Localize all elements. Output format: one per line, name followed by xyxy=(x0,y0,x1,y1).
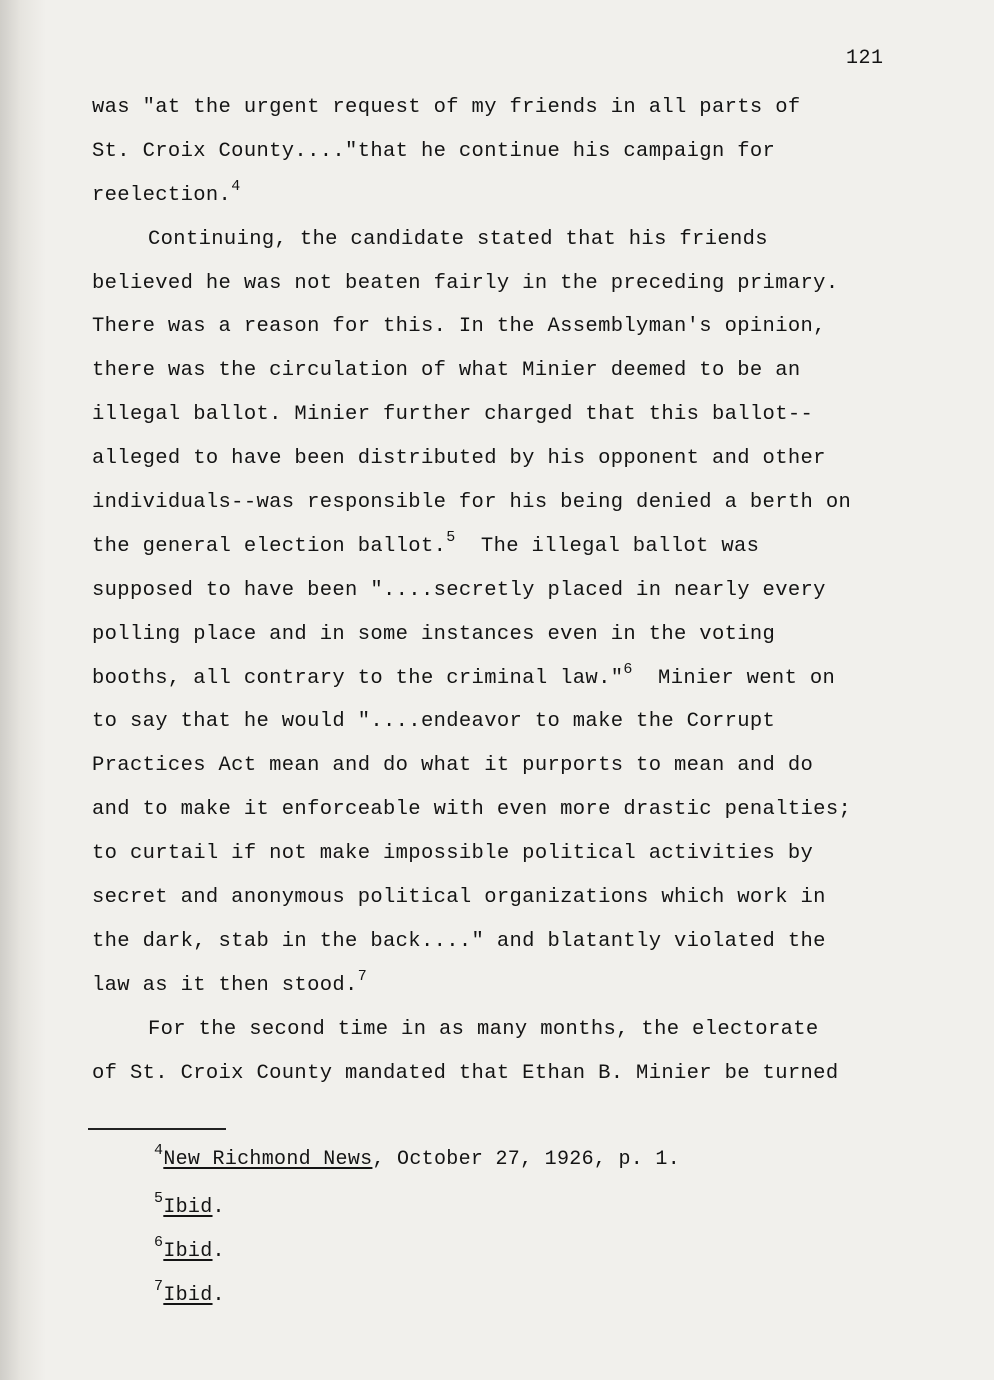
footnote-citation: . xyxy=(212,1284,225,1307)
text-line: For the second time in as many months, the electorate xyxy=(148,1017,819,1041)
footnote-citation: . xyxy=(212,1196,225,1219)
text-line: and to make it enforceable with even more drastic penalties; xyxy=(92,798,852,822)
text-line xyxy=(92,525,892,569)
footnote-ref: 7 xyxy=(357,967,368,985)
footnote-source: Ibid xyxy=(163,1196,213,1219)
text-line: alleged to have been distributed by his opponent and other xyxy=(92,447,826,471)
text-line: secret and anonymous political organizations which work in xyxy=(92,886,826,910)
text-line: was "at the urgent request of my friends in all parts of xyxy=(92,96,801,119)
text-line: believed he was not beaten fairly in the preceding primary. xyxy=(92,271,839,295)
text-line: Practices Act mean and do what it purports to mean and do xyxy=(92,754,814,778)
footnote-ref: 4 xyxy=(231,177,241,195)
text-line: Continuing, the candidate stated that his friends xyxy=(148,227,768,251)
footnote-citation: . xyxy=(212,1240,225,1263)
text-line xyxy=(92,964,892,1008)
footnote-number: 6 xyxy=(154,1234,164,1251)
page-number: 121 xyxy=(846,47,884,70)
footnote-number: 5 xyxy=(154,1190,164,1207)
text-line: there was the circulation of what Minier deemed to be an xyxy=(92,359,801,383)
text-fragment: Minier went on xyxy=(632,666,836,690)
body-text xyxy=(92,86,892,1095)
text-fragment: law as it then stood. xyxy=(92,973,358,997)
footnote xyxy=(154,1190,225,1219)
footnote-number: 7 xyxy=(154,1278,164,1295)
text-line: to curtail if not make impossible political activities by xyxy=(92,842,814,866)
footnote-citation: , October 27, 1926, p. 1. xyxy=(372,1148,681,1171)
text-line: There was a reason for this. In the Assemblyman's opinion, xyxy=(92,315,826,339)
text-line: of St. Croix County mandated that Ethan B. Minier be turned xyxy=(92,1061,839,1085)
text-line xyxy=(92,174,892,218)
footnote-source: Ibid xyxy=(163,1284,213,1307)
footnote xyxy=(154,1234,225,1263)
footnote-ref: 5 xyxy=(446,528,456,546)
footnote-divider xyxy=(88,1128,226,1130)
footnote-source: Ibid xyxy=(163,1240,213,1263)
footnote xyxy=(154,1142,681,1171)
text-fragment: The illegal ballot was xyxy=(455,534,760,558)
text-fragment: reelection. xyxy=(92,183,232,207)
footnote xyxy=(154,1278,225,1307)
text-line: the dark, stab in the back...." and blatantly violated the xyxy=(92,929,826,953)
footnote-source: New Richmond News xyxy=(163,1148,373,1171)
footnote-number: 4 xyxy=(154,1142,164,1159)
text-fragment: booths, all contrary to the criminal law." xyxy=(92,666,624,690)
text-line: St. Croix County...."that he continue his campaign for xyxy=(92,139,776,163)
text-line xyxy=(92,657,892,701)
scan-shadow xyxy=(0,0,46,1380)
text-line: individuals--was responsible for his being denied a berth on xyxy=(92,491,852,515)
text-fragment: the general election ballot. xyxy=(92,534,447,558)
text-line: polling place and in some instances even in the voting xyxy=(92,622,776,646)
text-line: supposed to have been "....secretly placed in nearly every xyxy=(92,578,826,602)
text-line: illegal ballot. Minier further charged that this ballot-- xyxy=(92,403,814,427)
text-line: to say that he would "....endeavor to make the Corrupt xyxy=(92,710,776,734)
footnote-ref: 6 xyxy=(623,660,633,678)
